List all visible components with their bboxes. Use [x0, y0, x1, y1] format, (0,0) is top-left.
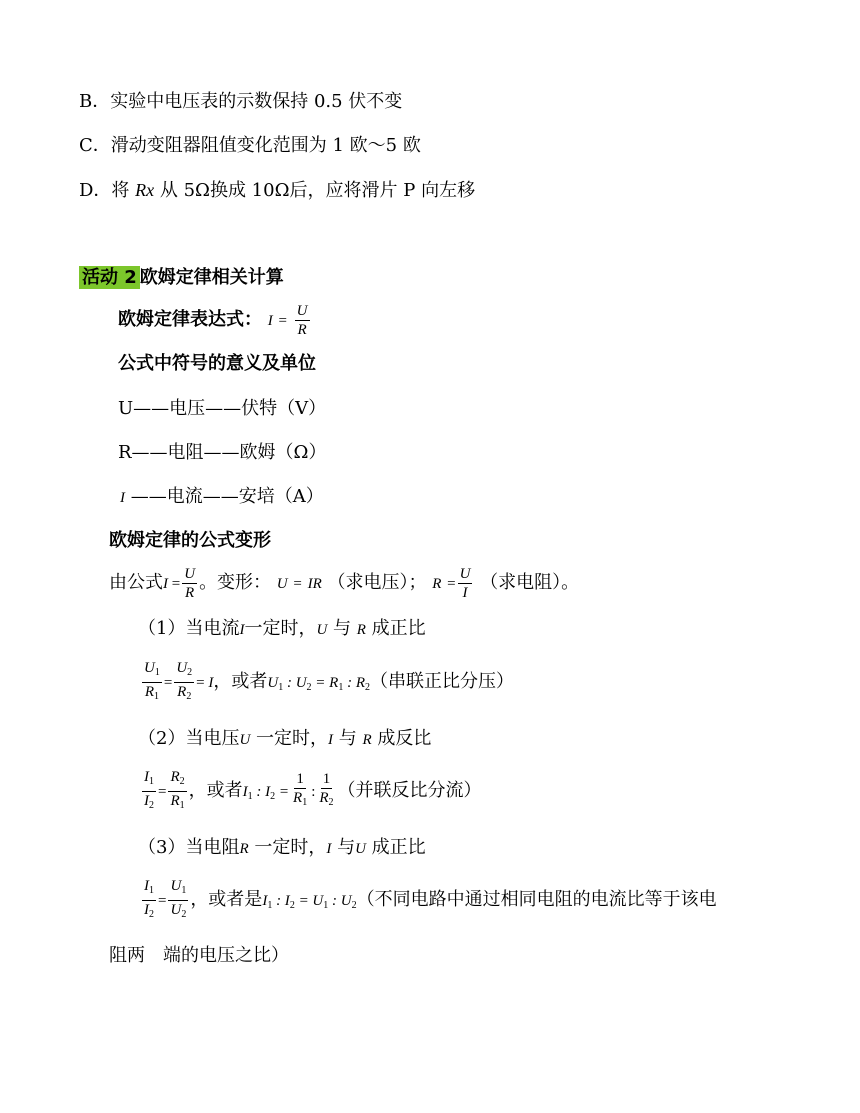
case-2-heading: （2）当电压U 一定时，I 与 R 成反比: [138, 728, 432, 749]
activity-heading: [79, 266, 284, 290]
case-1-formula: $\frac{U_1}{R_1}$ = $\frac{U_2}{R_2}$ = I，或者$U_1$ : $U_2 = R_1$ : $R_2$（串联正比分压）: [144, 659, 515, 702]
case-2-formula: $\frac{I_1}{I_2}$ = $\frac{R_2}{R_1}$ ，或者$I_1$ : $I_2$ = $\frac{1}{R_1}$ : $\frac{1}{R_2}$ （并联反比分流）: [144, 768, 482, 811]
case-3-heading: （3）当电阻R 一定时，I 与U 成正比: [138, 837, 426, 858]
activity-tag: 活动 2: [79, 266, 140, 289]
formula-transform: 由公式I = $\frac{U}{R}$ 。变形： U = IR （求电压）； R = $\frac{U}{I}$ （求电阻）。: [109, 565, 580, 601]
option-b: B．实验中电压表的示数保持 0.5 伏不变: [79, 91, 403, 112]
ohm-law-expression: 欧姆定律表达式： I = $\frac{U}{R}$: [118, 302, 308, 338]
symbol-i: I ——电流——安培（A）: [120, 486, 324, 507]
transform-heading: 欧姆定律的公式变形: [109, 530, 271, 551]
option-d: D．将 Rx 从 5Ω换成 10Ω后，应将滑片 P 向左移: [79, 180, 476, 201]
case-1-heading: （1）当电流I一定时，U 与 R 成正比: [138, 618, 426, 639]
symbol-u: U——电压——伏特（V）: [118, 398, 327, 419]
symbols-heading: 公式中符号的意义及单位: [118, 353, 316, 374]
symbol-r: R——电阻——欧姆（Ω）: [118, 442, 327, 463]
case-3-note-continued: 阻两 端的电压之比）: [109, 945, 289, 966]
activity-title: 欧姆定律相关计算: [139, 267, 284, 288]
case-3-formula: $\frac{I_1}{I_2}$ = $\frac{U_1}{U_2}$ ，或者是$I_1$ : $I_2 = U_1$ : $U_2$（不同电路中通过相同电阻的电流比等于该电: [144, 877, 717, 920]
option-c: C．滑动变阻器阻值变化范围为 1 欧～5 欧: [79, 135, 421, 156]
